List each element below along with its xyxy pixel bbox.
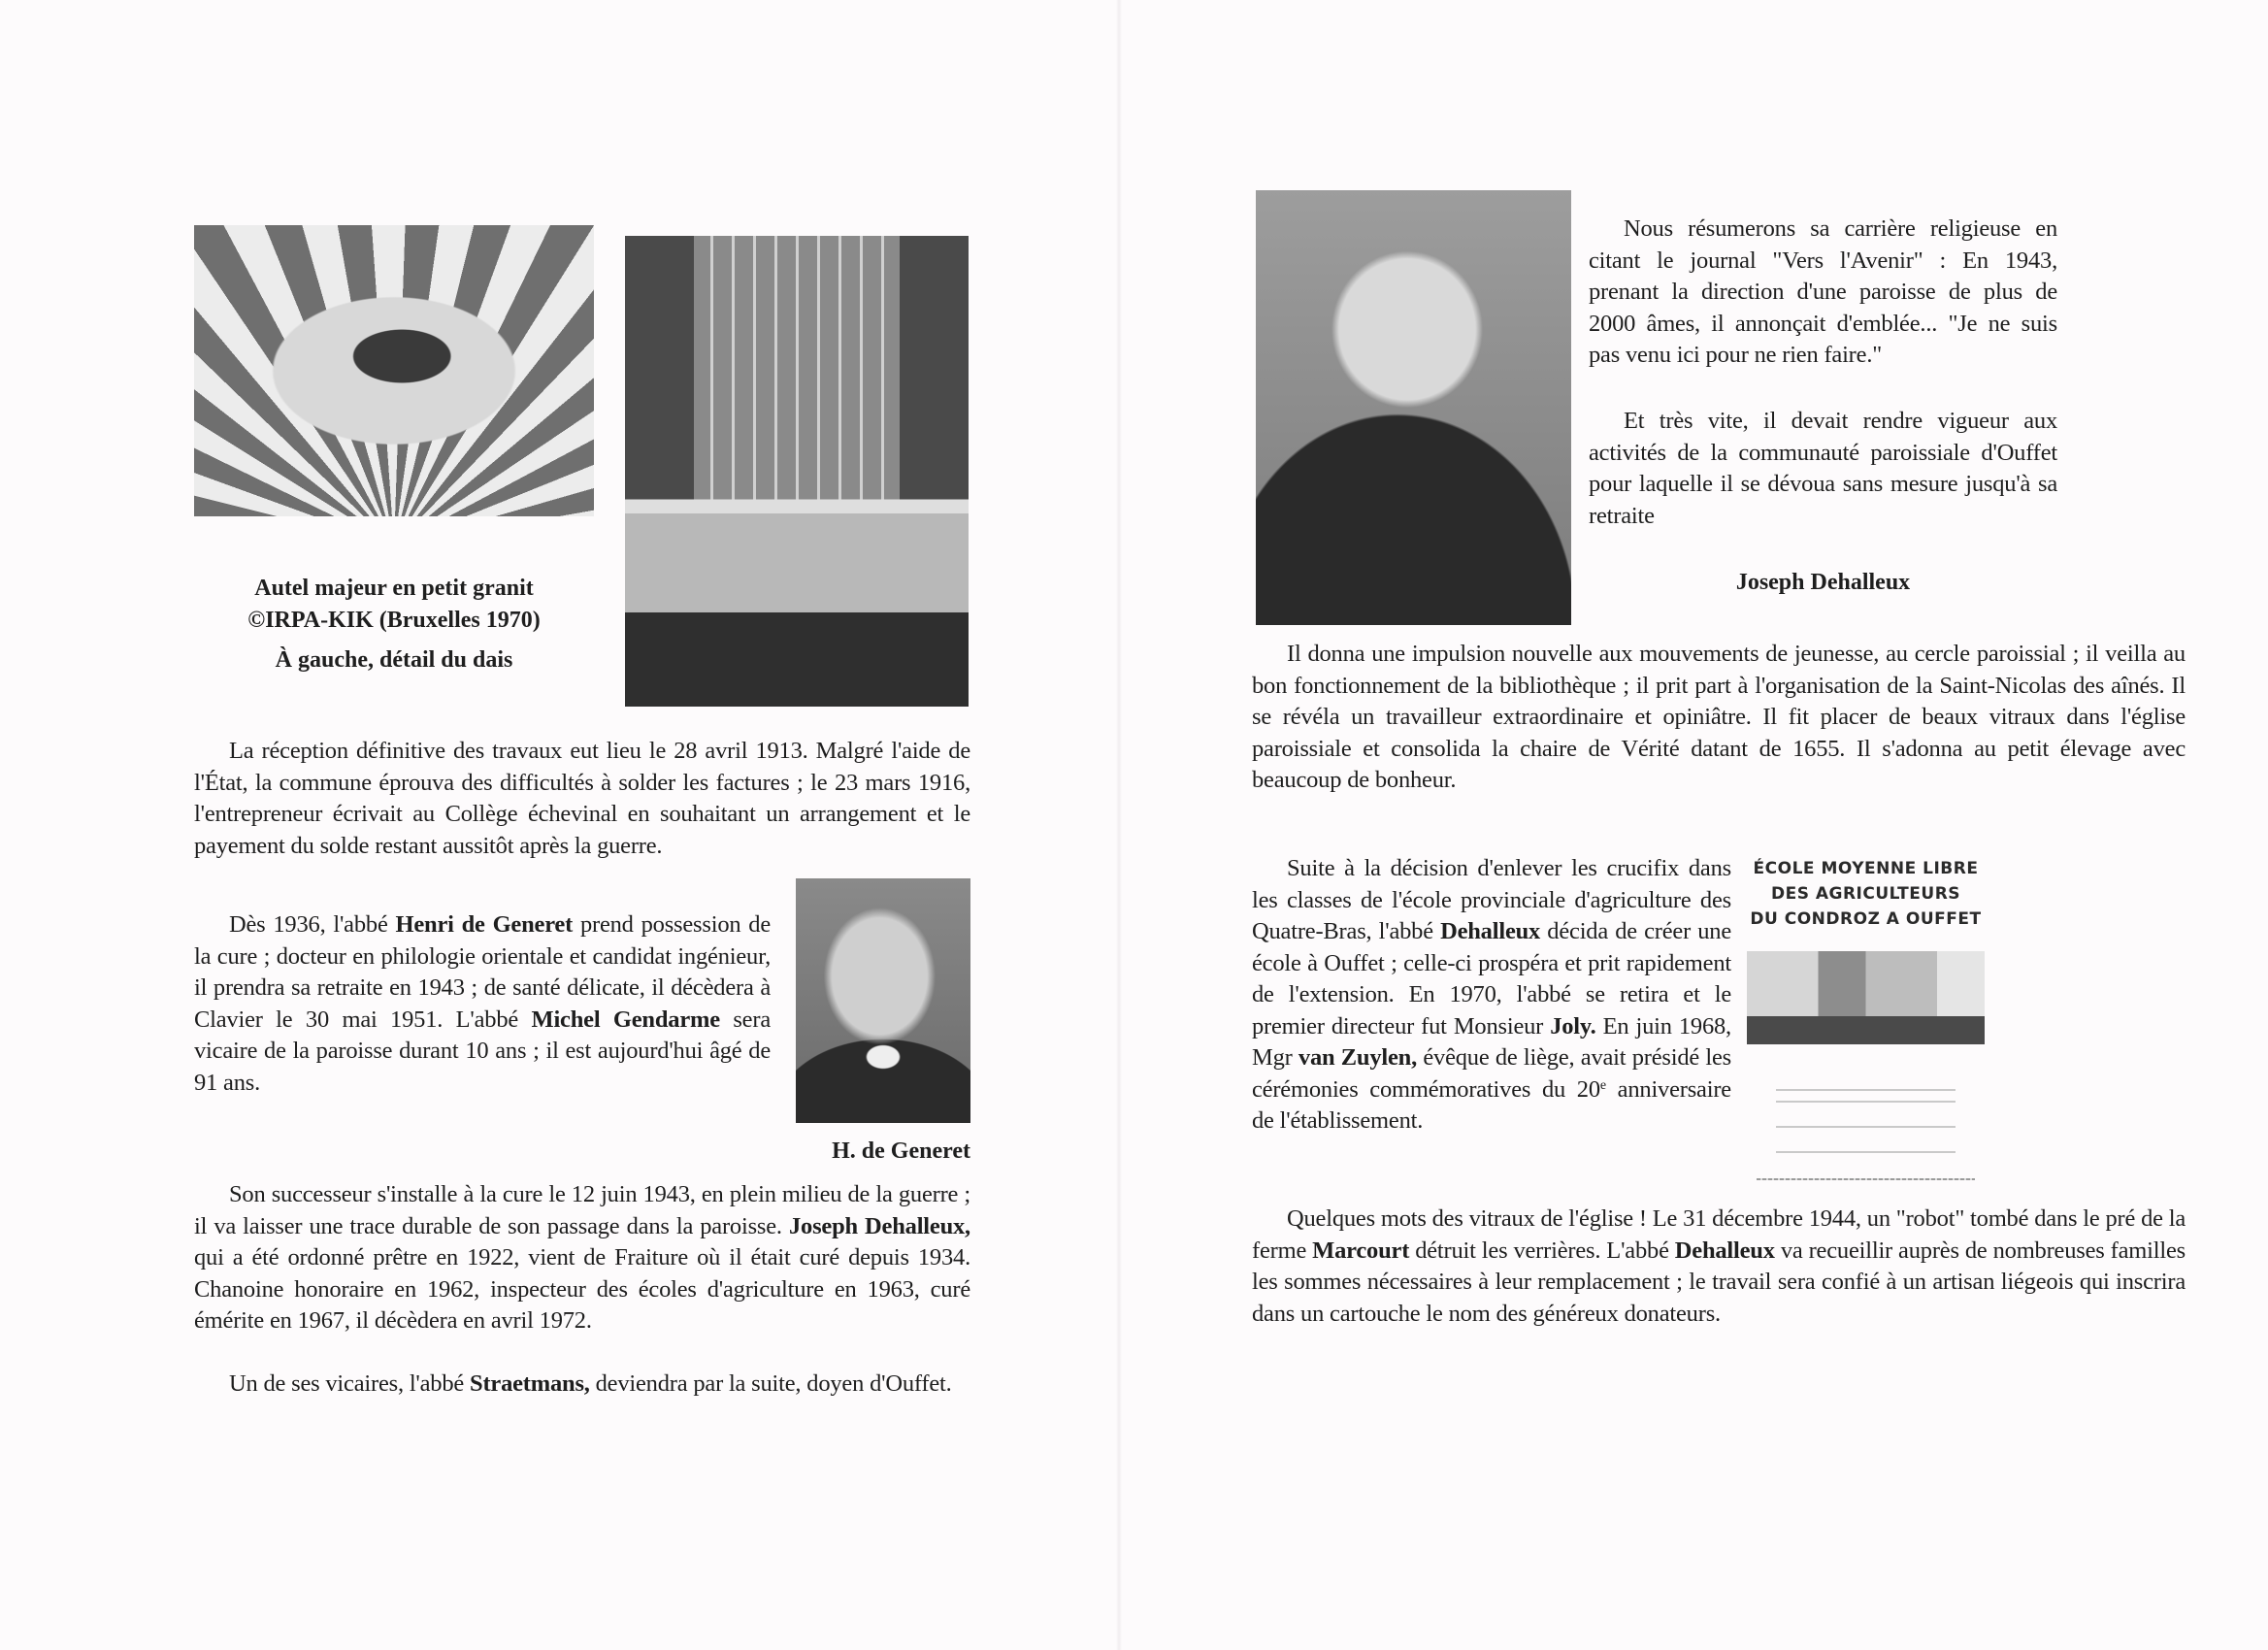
- name-michel-gendarme: Michel Gendarme: [531, 1006, 720, 1033]
- paragraph-vitraux: [1252, 1204, 2186, 1330]
- text: Son successeur s'installe à la cure le 12 juin 1943, en plein milieu de la guerre ; il va laisser une trace durable de son passage dans la paroisse.: [194, 1181, 970, 1239]
- photo-high-altar: [625, 236, 969, 707]
- text: anniversaire de l'établissement.: [1252, 1075, 1731, 1134]
- right-page: [1126, 0, 2268, 1650]
- text: deviendra par la suite, doyen d'Ouffet.: [589, 1370, 952, 1397]
- photo-dais-detail: [194, 225, 594, 516]
- name-joseph-dehalleux: Joseph Dehalleux,: [788, 1212, 970, 1239]
- leaflet-title-2: DES AGRICULTEURS: [1770, 884, 1961, 904]
- left-page: [0, 0, 1126, 1650]
- text: va recueillir auprès de nombreuses familles les sommes nécessaires à leur remplacement ; le travail sera confié à un artisan liégeois qui inscrira dans un cartouche le nom des généreux donateurs.: [1252, 1237, 2186, 1327]
- paragraph-reception: La réception définitive des travaux eut lieu le 28 avril 1913. Malgré l'aide de l'État, la commune éprouva des difficultés à solder les factures ; le 23 mars 1916, l'entrepreneur écrivait au Collège échevinal en souhaitant un arrangement et le payement du solde restant aussitôt après la guerre.: [194, 738, 970, 859]
- name-henri-de-generet: Henri de Generet: [395, 911, 574, 938]
- portrait-caption-dehalleux: Joseph Dehalleux: [1735, 570, 1911, 595]
- paragraph-vigueur: Et très vite, il devait rendre vigueur aux activités de la communauté paroissiale d'Ouffet pour laquelle il se dévoua sans mesure jusqu'à sa retraite: [1589, 408, 2057, 529]
- text: prend possession de la cure ; docteur en philologie orientale et candidat ingénieur, il prendra sa retraite en 1943 ; de santé délicate, il décèdera à Clavier le 30 mai 1951. L'abbé: [194, 911, 772, 1033]
- paragraph-impulsion: Il donna une impulsion nouvelle aux mouvements de jeunesse, au cercle paroissial ; il veilla au bon fonctionnement de la bibliothèque ; il prit part à l'organisation de la Saint-Nicolas des aînés. Il se révéla un travailleur extraordinaire et opiniâtre. Il fit placer de beaux vitraux dans l'église paroissiale et consolida la chaire de Vérité datant de 1655. Il s'adonna au petit élevage avec beaucoup de bonheur.: [1252, 641, 2186, 793]
- leaflet-fine-print: [1776, 1151, 1956, 1153]
- caption-line-3: À gauche, détail du dais: [275, 647, 513, 673]
- text: détruit les verrières. L'abbé: [1409, 1237, 1675, 1264]
- altar-caption: [194, 573, 594, 676]
- leaflet-fine-print: [1776, 1089, 1956, 1091]
- photo-h-de-generet: [796, 878, 970, 1123]
- text: évêque de liège, avait présidé les cérémonies commémoratives du 20: [1252, 1044, 1731, 1103]
- paragraph-generet: [194, 909, 771, 1099]
- text: En juin 1968, Mgr: [1252, 1012, 1731, 1071]
- name-straetmans: Straetmans,: [470, 1370, 590, 1397]
- leaflet-title-3: DU CONDROZ A OUFFET: [1750, 909, 1982, 929]
- caption-line-2: ©IRPA-KIK (Bruxelles 1970): [247, 608, 541, 633]
- name-dehalleux: Dehalleux: [1440, 918, 1541, 944]
- school-building-photo: [1747, 951, 1985, 1044]
- paragraph-ecole: [1252, 853, 1731, 1138]
- name-van-zuylen: van Zuylen,: [1298, 1044, 1418, 1071]
- name-joly: Joly.: [1550, 1012, 1596, 1040]
- name-dehalleux: Dehalleux: [1674, 1237, 1775, 1264]
- paragraph-vicaire: [194, 1369, 970, 1401]
- leaflet-fine-print: [1776, 1101, 1956, 1103]
- text: Un de ses vicaires, l'abbé: [229, 1370, 471, 1397]
- text: sera vicaire de la paroisse durant 10 ans ; il est aujourd'hui âgé de 91 ans.: [194, 1006, 771, 1096]
- caption-line-1: Autel majeur en petit granit: [254, 576, 534, 601]
- text: qui a été ordonné prêtre en 1922, vient de Fraiture où il était curé depuis 1934. Chanoine honoraire en 1962, inspecteur des écoles d'agriculture en 1963, curé émérite en 1967, il décèdera en avril 1972.: [194, 1244, 970, 1334]
- text: décida de créer une école à Ouffet ; celle-ci prospéra et prit rapidement de l'extension. En 1970, l'abbé se retira et le premier directeur fut Monsieur: [1252, 918, 1731, 1040]
- paragraph-carriere: Nous résumerons sa carrière religieuse en citant le journal "Vers l'Avenir" : En 1943, prenant la direction d'une paroisse de plus de 2000 âmes, il annonçait d'emblée... "Je ne suis pas venu ici pour ne rien faire.": [1589, 215, 2057, 368]
- leaflet-title-1: ÉCOLE MOYENNE LIBRE: [1753, 859, 1979, 878]
- text: Suite à la décision d'enlever les crucifix dans les classes de l'école provinciale d'agriculture des Quatre-Bras, l'abbé: [1252, 855, 1731, 944]
- text: Quelques mots des vitraux de l'église ! Le 31 décembre 1944, un "robot" tombé dans le pré de la ferme: [1252, 1205, 2186, 1264]
- leaflet-fine-print: [1776, 1126, 1956, 1128]
- paragraph-successeur: [194, 1179, 970, 1337]
- leaflet-rule: [1757, 1178, 1975, 1180]
- text: Dès 1936, l'abbé: [229, 911, 396, 938]
- school-leaflet: [1747, 856, 1985, 1191]
- photo-joseph-dehalleux: [1256, 190, 1571, 625]
- superscript: e: [1599, 1077, 1606, 1093]
- name-marcourt: Marcourt: [1312, 1237, 1410, 1264]
- portrait-caption-generet: H. de Generet: [832, 1138, 970, 1164]
